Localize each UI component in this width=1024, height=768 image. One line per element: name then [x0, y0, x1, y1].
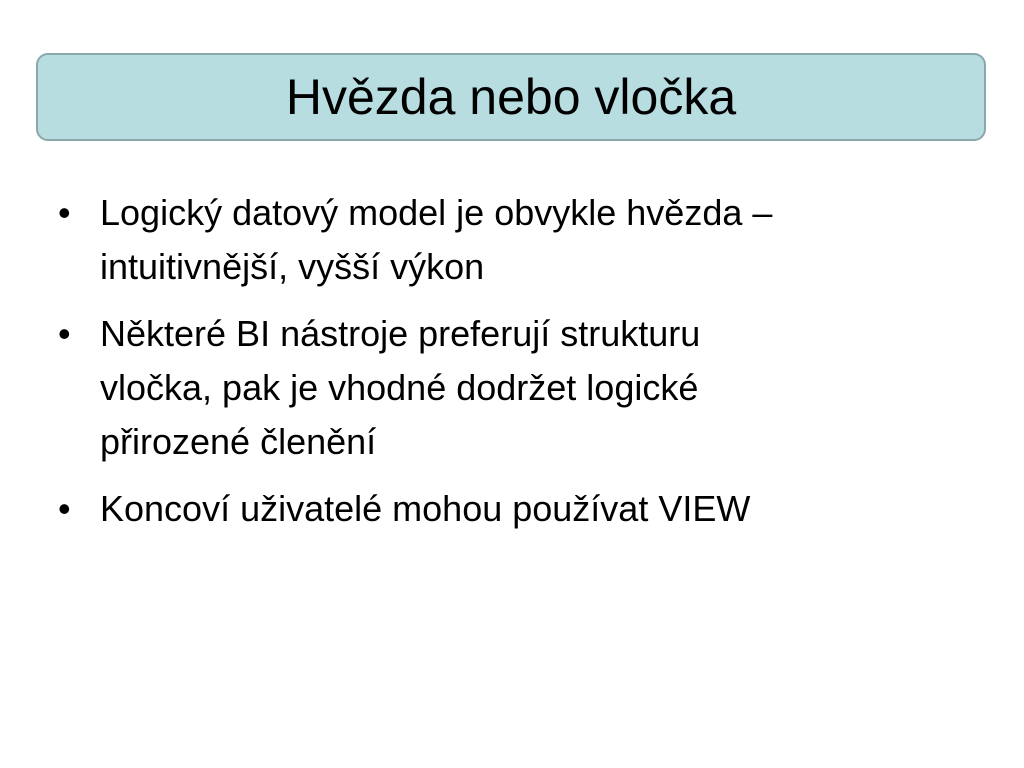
bullet-item	[58, 307, 978, 469]
bullet-marker: •	[58, 313, 71, 354]
bullet-text	[100, 307, 700, 469]
bullet-item	[58, 186, 978, 294]
bullet-line: intuitivnější, vyšší výkon	[100, 246, 485, 287]
bullet-marker: •	[58, 488, 71, 529]
bullet-text	[100, 482, 750, 536]
bullet-line: vločka, pak je vhodné dodržet logické	[100, 367, 699, 408]
bullet-line: Koncoví uživatelé mohou používat VIEW	[100, 488, 751, 529]
bullet-line: Logický datový model je obvykle hvězda –	[100, 192, 773, 233]
bullet-line: přirozené členění	[100, 421, 377, 462]
bullet-list	[58, 186, 978, 549]
bullet-line: Některé BI nástroje preferují strukturu	[100, 313, 701, 354]
bullet-marker: •	[58, 192, 71, 233]
bullet-item	[58, 482, 978, 536]
bullet-text	[100, 186, 772, 294]
title-box	[36, 53, 986, 141]
slide-title: Hvězda nebo vločka	[285, 69, 737, 125]
